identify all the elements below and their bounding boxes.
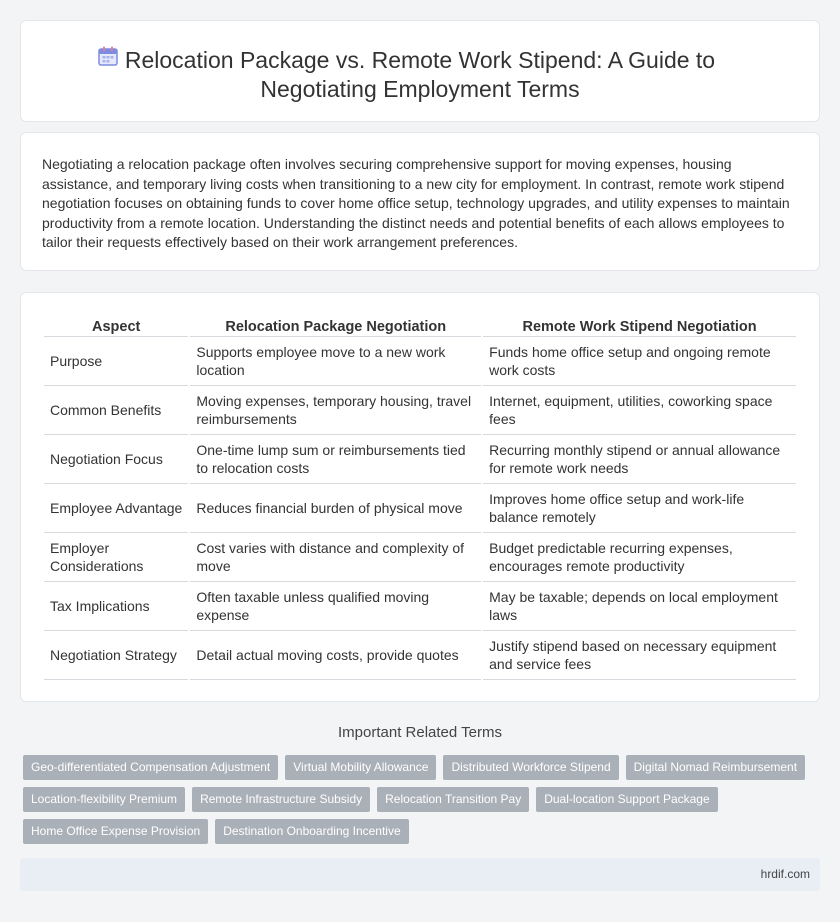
related-term-tag[interactable]: Destination Onboarding Incentive [215,819,408,844]
related-term-tag[interactable]: Geo-differentiated Compensation Adjustment [23,755,278,780]
comparison-table [42,315,798,680]
related-term-tag[interactable]: Distributed Workforce Stipend [443,755,618,780]
row-aspect: Employee Advantage [44,484,188,533]
table-row [44,484,796,533]
row-relocation: Supports employee move to a new work location [190,337,481,386]
tag-row [23,755,823,780]
row-remote: Internet, equipment, utilities, coworking space fees [483,386,796,435]
related-term-tag[interactable]: Remote Infrastructure Subsidy [192,787,370,812]
related-term-tag[interactable]: Home Office Expense Provision [23,819,208,844]
related-term-tag[interactable]: Location-flexibility Premium [23,787,185,812]
row-relocation: Often taxable unless qualified moving expense [190,582,481,631]
table-header-row [44,315,796,337]
row-remote: Funds home office setup and ongoing remote work costs [483,337,796,386]
row-relocation: One-time lump sum or reimbursements tied to relocation costs [190,435,481,484]
page-title: Relocation Package vs. Remote Work Stipend: A Guide to Negotiating Employment Terms [124,47,716,102]
row-remote: Budget predictable recurring expenses, encourages remote productivity [483,533,796,582]
related-terms-title: Important Related Terms [338,724,502,741]
row-aspect: Tax Implications [44,582,188,631]
row-relocation: Detail actual moving costs, provide quotes [190,631,481,680]
table-row [44,533,796,582]
row-remote: May be taxable; depends on local employment laws [483,582,796,631]
row-remote: Recurring monthly stipend or annual allowance for remote work needs [483,435,796,484]
intro-card [20,132,820,271]
related-terms-tags [23,755,823,851]
table-row [44,435,796,484]
title-card [20,20,820,122]
comparison-card [20,292,820,702]
table-row [44,631,796,680]
row-aspect: Employer Considerations [44,533,188,582]
related-term-tag[interactable]: Digital Nomad Reimbursement [626,755,805,780]
tag-row [23,787,823,812]
intro-paragraph: Negotiating a relocation package often involves securing comprehensive support for moving expenses, housing assistance, and temporary living costs when transitioning to a new city for employment. In contrast, remote work stipend negotiation focuses on obtaining funds to cover home office setup, technology upgrades, and utility expenses to maintain productivity from a remote location. Understanding the distinct needs and potential benefits of each allows employees to tailor their requests effectively based on their work arrangement preferences. [42,156,790,251]
table-row [44,386,796,435]
tag-row [23,819,823,844]
footer-site[interactable]: hrdif.com [760,867,810,881]
row-relocation: Reduces financial burden of physical move [190,484,481,533]
row-aspect: Negotiation Focus [44,435,188,484]
row-relocation: Cost varies with distance and complexity of move [190,533,481,582]
footer [20,858,820,891]
related-term-tag[interactable]: Virtual Mobility Allowance [285,755,436,780]
row-relocation: Moving expenses, temporary housing, travel reimbursements [190,386,481,435]
header-relocation: Relocation Package Negotiation [190,315,481,337]
related-term-tag[interactable]: Relocation Transition Pay [377,787,529,812]
header-aspect: Aspect [44,315,188,337]
row-remote: Justify stipend based on necessary equipment and service fees [483,631,796,680]
row-aspect: Purpose [44,337,188,386]
table-row [44,337,796,386]
related-term-tag[interactable]: Dual-location Support Package [536,787,717,812]
row-remote: Improves home office setup and work-life balance remotely [483,484,796,533]
header-remote: Remote Work Stipend Negotiation [483,315,796,337]
table-row [44,582,796,631]
row-aspect: Negotiation Strategy [44,631,188,680]
row-aspect: Common Benefits [44,386,188,435]
